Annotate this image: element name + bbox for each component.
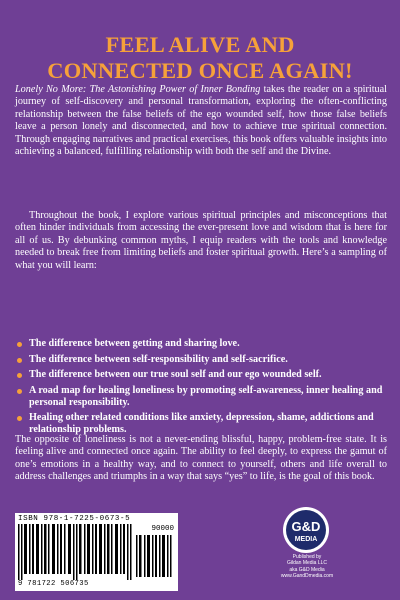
publisher-line-1: Published by [292,554,322,560]
publisher-website: www.GandDmedia.com [280,573,334,580]
list-item [15,385,383,409]
list-item [15,354,383,366]
price-barcode-icon [136,535,172,577]
headline [10,32,390,84]
bullet-icon [17,373,22,378]
list-item [15,369,383,381]
intro-text: takes the reader on a spiritual journey of self-discovery and personal transformation, exploring the often-conflicting relationship between the false beliefs of the ego wounded self, how those false beliefs leave a person lonely and disconnected, and how to achieve true spiritual connection. Through engaging narratives and practical exercises, this book offers valuable insights into achieving a balanced, fulfilling relationship with both the self and the Divine. [15,84,387,158]
bullet-text: The difference between getting and sharing love. [29,338,240,349]
paragraph-3: The opposite of loneliness is not a never-ending blissful, happy, problem-free state. It is feeling alive and connected once again. The ability to feel deeply, to express the gamut of one’s emotions in a healthy way, and to connect to yourself, others and life overall to address challenges and triumphs in a way that says “yes” to life, is the goal of this book. [15,434,387,483]
bullet-icon [17,416,22,421]
logo-text: G&D [291,519,321,534]
barcode-icon [18,524,136,580]
price-code: 90000 [151,525,174,533]
bullet-text: Healing other related conditions like anxiety, depression, shame, addictions and relationship problems. [29,412,374,435]
paragraph-2: Throughout the book, I explore various spiritual principles and misconceptions that often hinder individuals from accessing the ever-present love and wisdom that is here for all of us. By debunking common myths, I equip readers with the tools and knowledge needed to break free from limiting beliefs and foster spiritual growth. Here’s a sampling of what you will learn: [15,210,387,271]
bullet-text: The difference between our true soul self and our ego wounded self. [29,369,322,380]
list-item [15,338,383,350]
isbn-text: ISBN 978-1-7225-0673-5 [18,515,131,523]
ean-number: 9 781722 506735 [18,580,89,588]
headline-line-1: FEEL ALIVE AND [105,32,295,57]
headline-line-2: CONNECTED ONCE AGAIN! [47,58,353,83]
intro-paragraph [15,84,387,158]
bullet-list [15,338,383,440]
bullet-text: The difference between self-responsibility and self-sacrifice. [29,353,288,365]
publisher-line-2: Gildan Media LLC [286,560,328,567]
list-item [15,412,383,436]
logo-subtext: MEDIA [294,536,318,543]
publisher-logo-icon [282,506,330,554]
bullet-text: A road map for healing loneliness by promoting self-awareness, inner healing and personal responsibility. [29,384,383,408]
book-title: Lonely No More: The Astonishing Power of Inner Bonding [15,84,261,95]
publisher-info [260,554,354,580]
bullet-icon [17,358,22,363]
bullet-icon [17,389,22,394]
bullet-icon [17,342,22,347]
publisher-line-3: aka G&D Media [289,566,325,573]
barcode-box [15,513,178,591]
